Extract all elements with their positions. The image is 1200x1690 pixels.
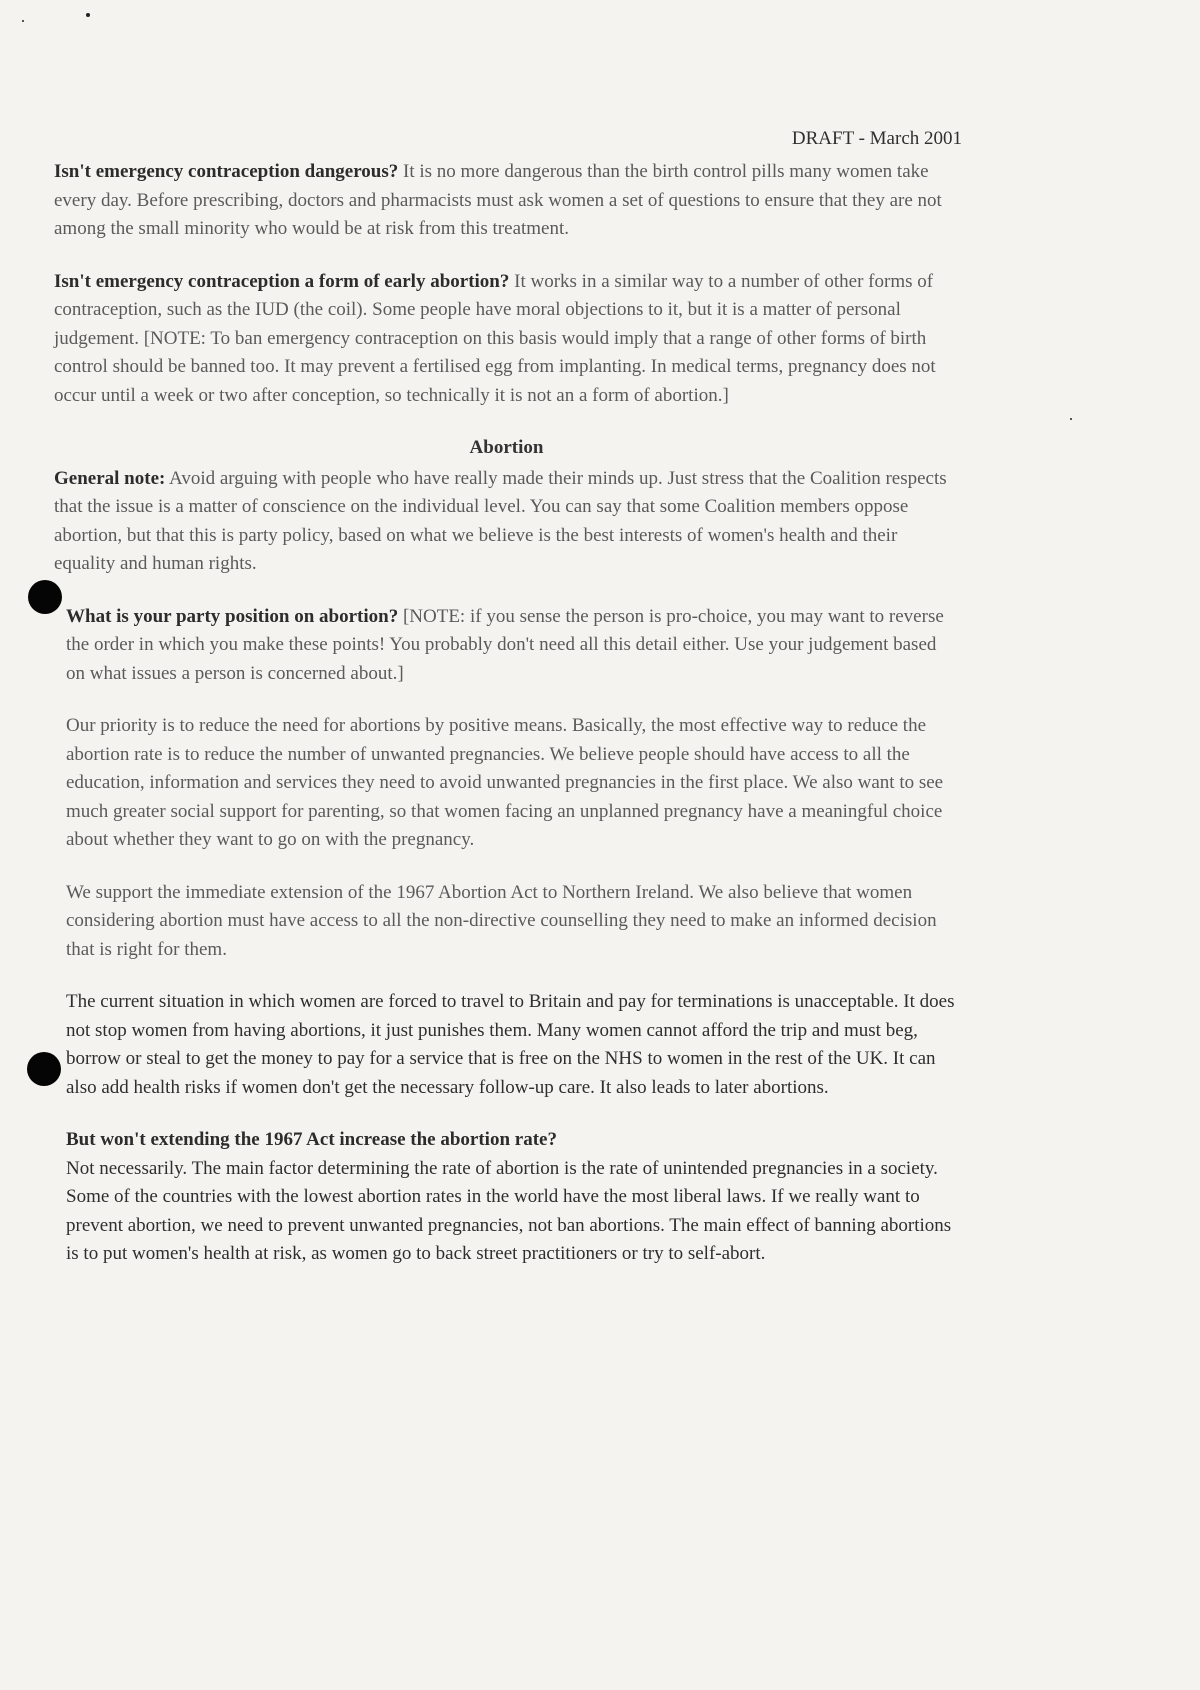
paragraph-support: We support the immediate extension of the 1967 Abortion Act to Northern Ireland. We also believe that women considering abortion must have access to all the non-directive counselling they need to make an informed decision that is right for them. bbox=[66, 881, 937, 960]
scan-speck bbox=[1070, 418, 1072, 420]
paragraph-emergency-abortion bbox=[54, 268, 959, 411]
paragraph-current-situation: The current situation in which women are forced to travel to Britain and pay for terminations is unacceptable. It does not stop women from having abortions, it just punishes them. Many women cannot afford the trip and must beg, borrow or steal to get the money to pay for a service that is free on the NHS to women in the rest of the UK. It can also add health risks if women don't get the necessary follow-up care. It also leads to later abortions. bbox=[66, 991, 955, 1098]
note-heading: General note: bbox=[54, 467, 166, 489]
paragraph-extending-act bbox=[54, 1126, 959, 1269]
scan-speck bbox=[22, 20, 24, 22]
paragraph-text: Avoid arguing with people who have really made their minds up. Just stress that the Coalition respects that the issue is a matter of conscience on the individual level. You can say that some Coalition members oppose abortion, but that this is party policy, based on what we believe is the best interests of women's health and their equality and human rights. bbox=[54, 467, 947, 574]
paragraph-priority: Our priority is to reduce the need for abortions by positive means. Basically, the most effective way to reduce the abortion rate is to reduce the number of unwanted pregnancies. We believe people should have access to all the education, information and services they need to avoid unwanted pregnancies in the first place. We also want to see much greater social support for parenting, so that women facing an unplanned pregnancy have a meaningful choice about whether they want to go on with the pregnancy. bbox=[66, 715, 944, 850]
paragraph-text: It works in a similar way to a number of other forms of contraception, such as the IUD (the coil). Some people have moral objections to it, but it is a matter of personal judgement. [NOTE: To ban emergency contraception on this basis would imply that a range of other forms of birth control should be banned too. It may prevent a fertilised egg from implanting. In medical terms, pregnancy does not occur until a week or two after conception, so technically it is not an a form of abortion.] bbox=[54, 270, 936, 406]
paragraph-general-note bbox=[54, 465, 959, 579]
question-heading: But won't extending the 1967 Act increase the abortion rate? bbox=[66, 1129, 557, 1150]
section-title: Abortion bbox=[469, 437, 544, 458]
document-body bbox=[54, 158, 959, 1293]
scan-speck bbox=[86, 13, 90, 17]
question-heading: What is your party position on abortion? bbox=[66, 605, 399, 627]
paragraph-party-position bbox=[54, 603, 959, 689]
paragraph-text: Not necessarily. The main factor determining the rate of abortion is the rate of unintended pregnancies in a society. Some of the countries with the lowest abortion rates in the world have the most liberal laws. If we really want to prevent abortion, we need to prevent unwanted pregnancies, not ban abortions. The main effect of banning abortions is to put women's health at risk, as women go to back street practitioners or try to self-abort. bbox=[66, 1157, 952, 1264]
question-heading: Isn't emergency contraception a form of early abortion? bbox=[54, 270, 510, 292]
paragraph-emergency-danger bbox=[54, 158, 959, 244]
paragraph-text: [NOTE: if you sense the person is pro-choice, you may want to reverse the order in which you make these points! You probably don't need all this detail either. Use your judgement based on what issues a person is concerned about.] bbox=[66, 605, 944, 684]
draft-date-header: DRAFT - March 2001 bbox=[791, 128, 962, 149]
paragraph-text: It is no more dangerous than the birth control pills many women take every day. Before prescribing, doctors and pharmacists must ask women a set of questions to ensure that they are not among the small minority who would be at risk from this treatment. bbox=[54, 161, 942, 239]
question-heading: Isn't emergency contraception dangerous? bbox=[54, 161, 399, 182]
